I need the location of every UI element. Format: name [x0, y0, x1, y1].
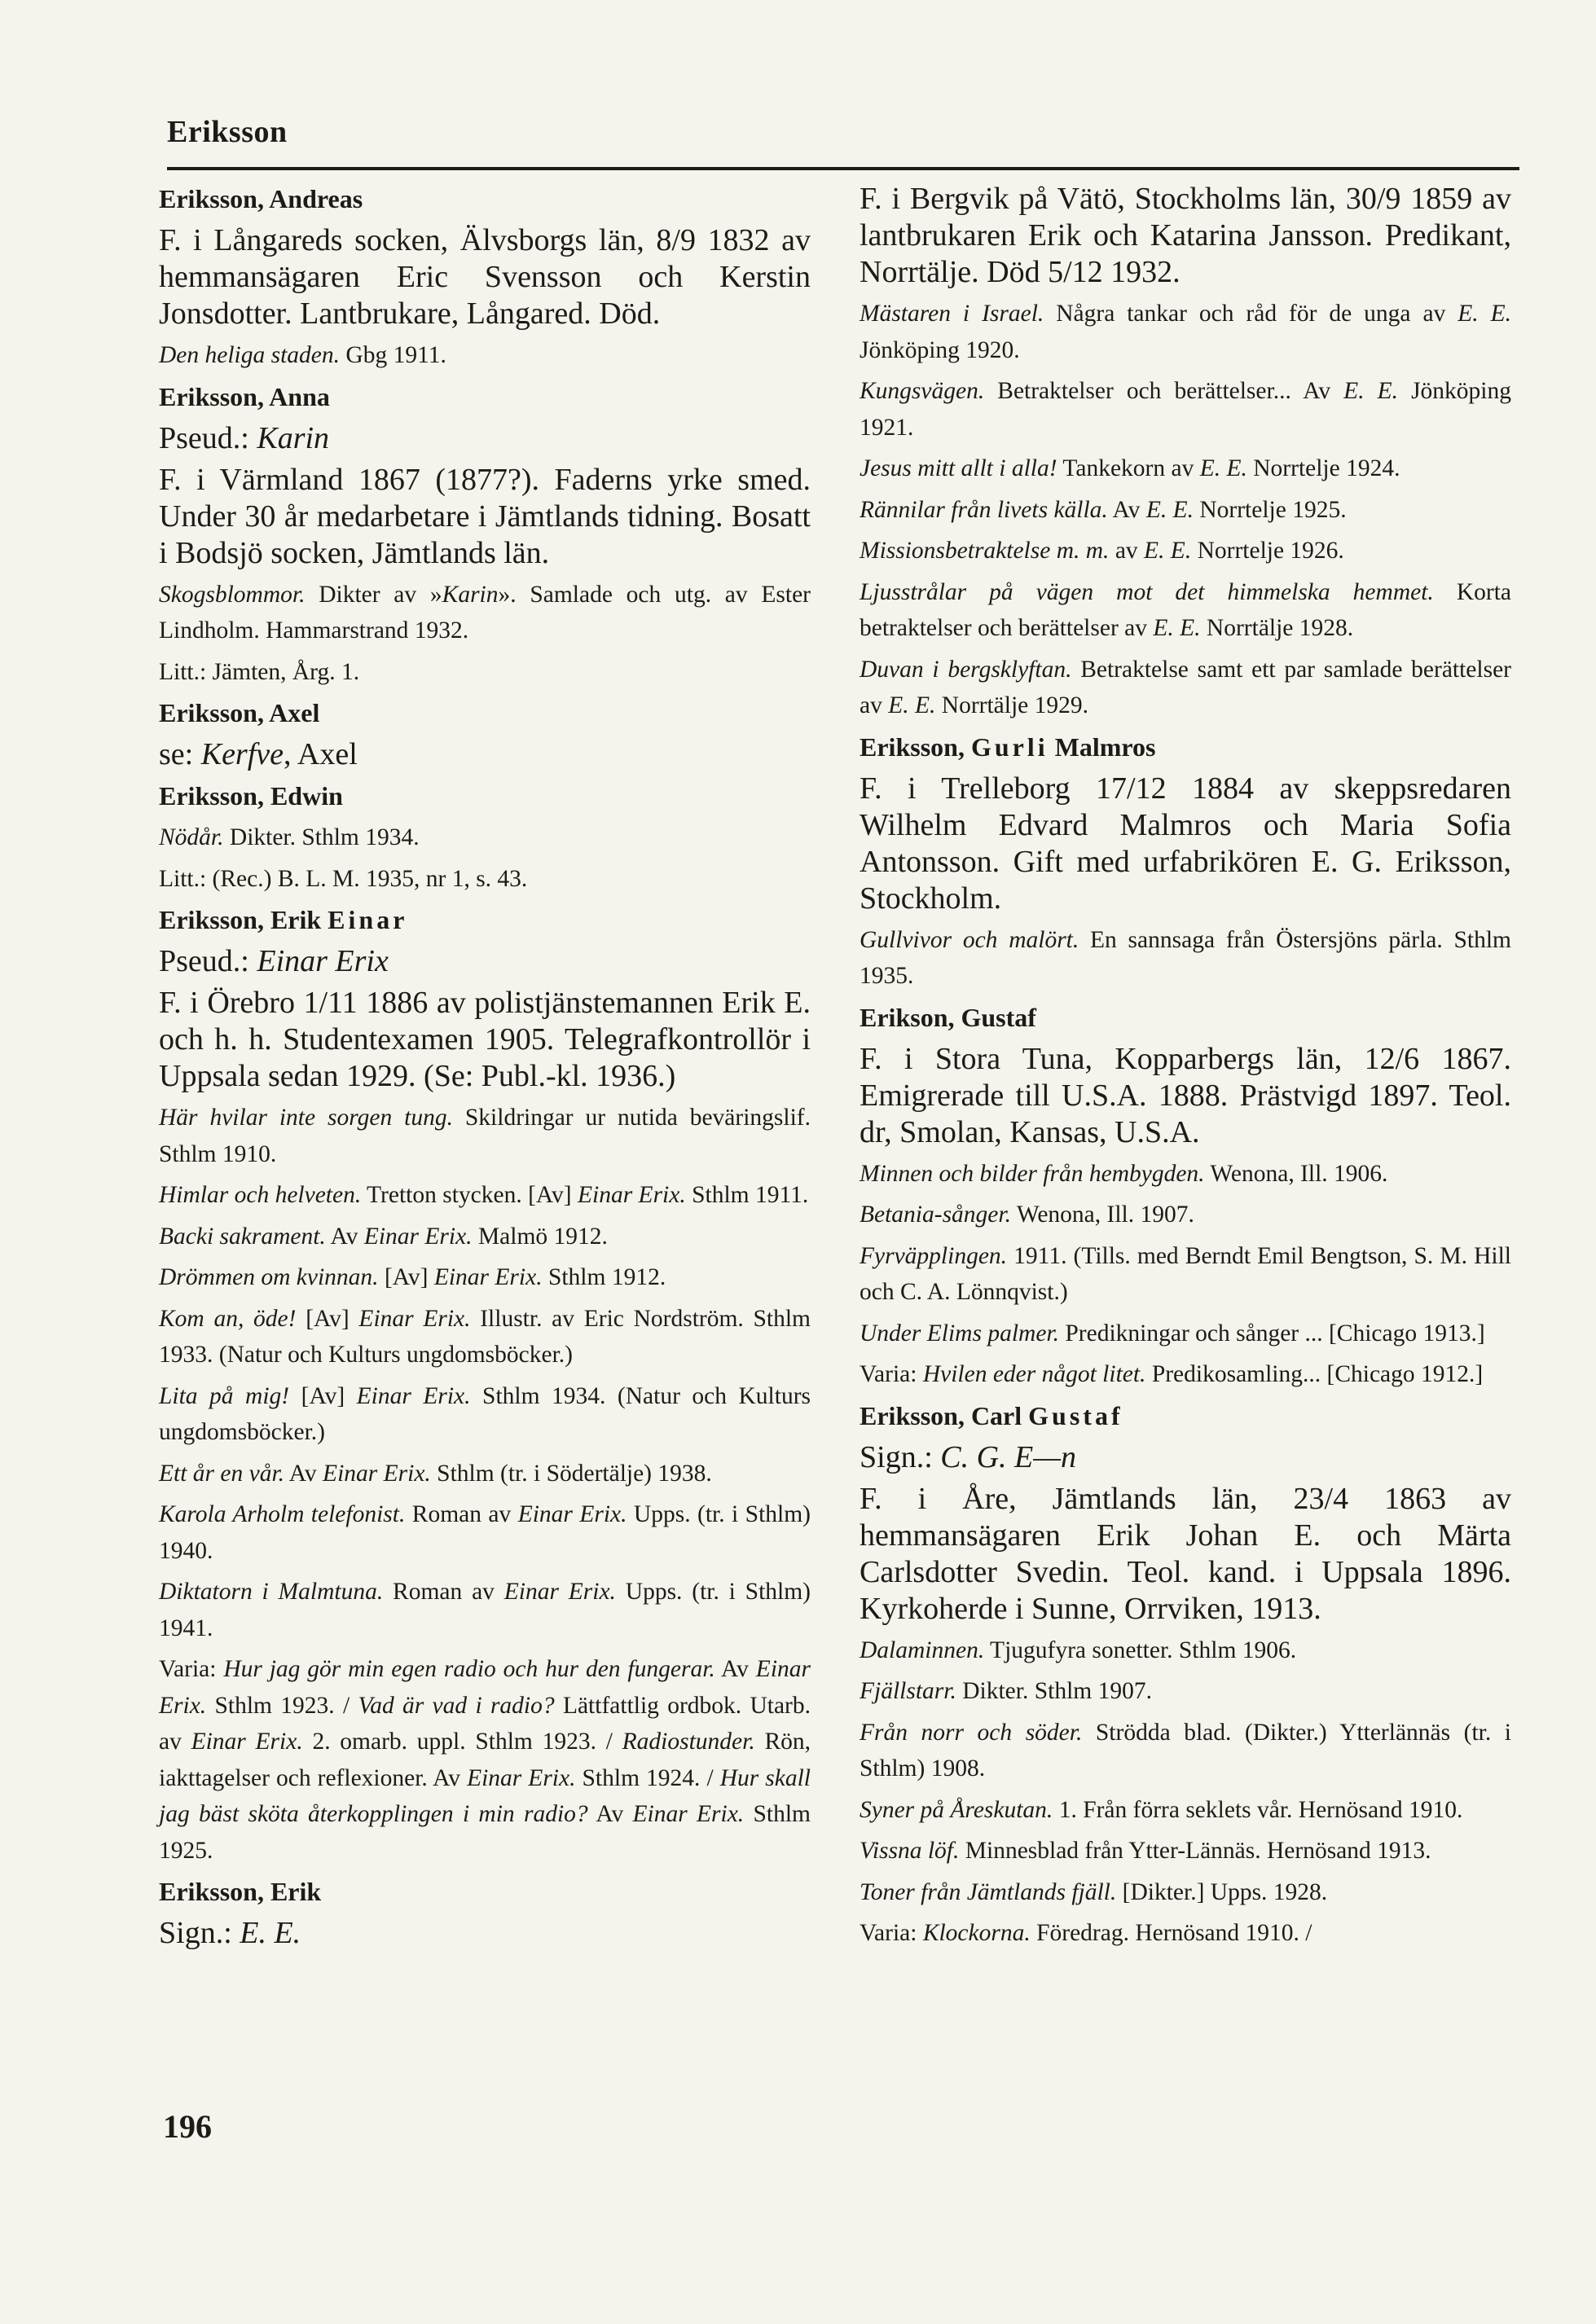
- work-title: Klockorna.: [922, 1920, 1031, 1946]
- work-title: Backi sakrament.: [159, 1223, 326, 1250]
- work-title: Gullvivor och malört.: [860, 926, 1079, 953]
- left-column: [159, 181, 811, 1957]
- author-ref: Einar Erix.: [467, 1764, 576, 1791]
- work-title: Karola Arholm telefonist.: [159, 1501, 406, 1527]
- work-details: Wenona, Ill. 1907.: [1011, 1202, 1194, 1228]
- author-ref: Einar Erix.: [632, 1801, 745, 1827]
- work-details: 1911. (Tills. med Berndt Emil Bengtson, S. M. Hill och C. A. Lönnqvist.): [860, 1242, 1511, 1305]
- bib-ee-4: [159, 1259, 811, 1296]
- bib-ee-6: [159, 1378, 811, 1451]
- work-title: Jesus mitt allt i alla!: [860, 455, 1057, 481]
- bib-andreas-1: [159, 337, 811, 374]
- bib-carl-4: [860, 1792, 1511, 1829]
- bib-erik-7: [860, 652, 1511, 724]
- author-ref: E. E.: [1458, 301, 1512, 327]
- work-title: Fjällstarr.: [860, 1678, 956, 1704]
- work-details: Norrtelje 1926.: [1191, 538, 1344, 564]
- pseud-label: Pseud.:: [159, 944, 257, 978]
- work-title: Radiostunder.: [622, 1729, 755, 1755]
- name-part: Eriksson,: [860, 731, 971, 762]
- header-rule: [167, 167, 1519, 170]
- work-details: [Av]: [296, 1305, 359, 1332]
- work-details: Lättfattlig ordbok. Utarb. av: [159, 1692, 811, 1755]
- bib-carl-3: [860, 1715, 1511, 1787]
- author-ref: E. E.: [888, 692, 936, 718]
- work-details: av: [1109, 538, 1145, 564]
- work-title: Hvilen eder något litet.: [922, 1361, 1146, 1387]
- bib-erik-5: [860, 533, 1511, 569]
- work-details: Dikter av »: [305, 581, 442, 608]
- bib-erik-2: [860, 373, 1511, 446]
- author-ref: Einar Erix.: [577, 1182, 686, 1208]
- bib-erik-1: [860, 296, 1511, 368]
- entry-bio-carl: F. i Åre, Jämtlands län, 23/4 1863 av hemmansägaren Erik Johan E. och Märta Carlsdotter Svedin. Teol. kand. i Uppsala 1896. Kyrkoherde i Sunne, Orrviken, 1913.: [860, 1481, 1511, 1626]
- work-details: Tjugufyra sonetter. Sthlm 1906.: [984, 1636, 1297, 1663]
- bib-ee-8: [159, 1496, 811, 1569]
- work-details: Minnesblad från Ytter-Lännäs. Hernösand 1913.: [959, 1838, 1431, 1864]
- work-details: Predikningar och sånger ... [Chicago 1913.]: [1059, 1320, 1485, 1347]
- author-ref: E. E.: [1343, 378, 1399, 404]
- bib-ee-varia: [159, 1651, 811, 1869]
- pseud-label: Pseud.:: [159, 420, 257, 455]
- work-details: Betraktelser och berättelser... Av: [984, 378, 1344, 404]
- name-spaced: Gustaf: [1028, 1400, 1123, 1430]
- bib-ee-7: [159, 1456, 811, 1492]
- bib-gurli-1: [860, 922, 1511, 995]
- varia-label: Varia:: [159, 1656, 224, 1682]
- author-ref: Einar Erix.: [517, 1501, 627, 1527]
- work-title: Syner på Åreskutan.: [860, 1796, 1053, 1823]
- author-ref: Einar Erix.: [503, 1579, 616, 1605]
- work-details: 2. omarb. uppl. Sthlm 1923. /: [302, 1729, 622, 1755]
- sign-label: Sign.:: [860, 1439, 941, 1474]
- entry-bio-andreas: F. i Långareds socken, Älvsborgs län, 8/9 1832 av hemmansägaren Eric Svensson och Kerstin Jonsdotter. Lantbrukare, Långared. Död.: [159, 223, 811, 331]
- work-details: Illustr. av Eric Nordström. Sthlm 1933. (Natur och Kulturs ungdomsböcker.): [159, 1305, 811, 1368]
- work-details: Strödda blad. (Dikter.) Ytterlännäs (tr. i Sthlm) 1908.: [860, 1719, 1511, 1781]
- name-part: Eriksson, Carl: [860, 1400, 1029, 1430]
- work-details: Av: [1107, 496, 1146, 523]
- work-title: Hur skall jag bäst sköta återkopplingen i min radio?: [159, 1764, 811, 1827]
- name-part: Malmros: [1048, 731, 1156, 762]
- work-title: Missionsbetraktelse m. m.: [860, 538, 1110, 564]
- entry-name-gustaf: Erikson, Gustaf: [860, 1002, 1036, 1032]
- work-title: Kom an, öde!: [159, 1305, 297, 1332]
- work-title: Minnen och bilder från hembygden.: [860, 1160, 1205, 1187]
- entry-name-andreas: Eriksson, Andreas: [159, 184, 363, 213]
- work-details: ». Samlade och utg. av Ester Lindholm. Hammarstrand 1932.: [159, 581, 811, 644]
- work-details: Gbg 1911.: [340, 342, 446, 368]
- work-details: Dikter. Sthlm 1907.: [956, 1678, 1152, 1704]
- work-details: Tankekorn av: [1057, 455, 1200, 481]
- bib-erik-6: [860, 574, 1511, 647]
- work-title: Nödår.: [159, 824, 224, 850]
- bib-carl-6: [860, 1874, 1511, 1911]
- work-title: Vad är vad i radio?: [358, 1692, 555, 1719]
- work-title: Vissna löf.: [860, 1838, 960, 1864]
- work-title: Toner från Jämtlands fjäll.: [860, 1878, 1117, 1905]
- bib-carl-2: [860, 1673, 1511, 1710]
- see-ref: Kerfve: [200, 737, 284, 771]
- author-ref: Einar Erix.: [356, 1382, 471, 1409]
- entry-sign-carl: [860, 1439, 1511, 1476]
- work-title: Den heliga staden.: [159, 342, 341, 368]
- pseud-value: Karin: [257, 420, 330, 455]
- entry-name-axel: Eriksson, Axel: [159, 698, 320, 727]
- sign-value: C. G. E—n: [940, 1439, 1077, 1474]
- work-title: Lita på mig!: [159, 1382, 290, 1409]
- bib-anna-1: [159, 577, 811, 649]
- entry-sign-erik: [159, 1915, 811, 1952]
- work-title: Mästaren i Israel.: [860, 301, 1044, 327]
- work-details: Betraktelse samt ett par samlade berättelser av: [860, 656, 1511, 718]
- work-details: Sthlm 1911.: [685, 1182, 809, 1208]
- work-details: Av: [587, 1801, 633, 1827]
- work-title: Hur jag gör min egen radio och hur den fungerar.: [223, 1656, 715, 1682]
- work-details: Föredrag. Hernösand 1910. /: [1030, 1920, 1312, 1946]
- bib-gustaf-varia: [860, 1356, 1511, 1393]
- work-title: Ett år en vår.: [159, 1460, 285, 1487]
- work-details: Upps. (tr. i Sthlm) 1940.: [159, 1501, 811, 1564]
- work-details: Sthlm 1924. /: [575, 1764, 720, 1791]
- bib-carl-5: [860, 1833, 1511, 1869]
- entry-name-erik: Eriksson, Erik: [159, 1877, 322, 1906]
- bib-ee-2: [159, 1177, 811, 1214]
- work-details: Tretton stycken. [Av]: [361, 1182, 578, 1208]
- work-details: Norrtelje 1924.: [1246, 455, 1400, 481]
- entry-see-axel: [159, 736, 811, 773]
- work-details: Sthlm 1923. /: [206, 1692, 358, 1719]
- work-details: Av: [325, 1223, 364, 1250]
- bib-erik-4: [860, 492, 1511, 529]
- work-title: Skogsblommor.: [159, 581, 306, 608]
- work-details: Norrtälje 1928.: [1200, 615, 1354, 641]
- bib-gustaf-4: [860, 1316, 1511, 1352]
- bib-gustaf-1: [860, 1156, 1511, 1193]
- work-title: Rännilar från livets källa.: [860, 496, 1108, 523]
- work-details: En sannsaga från Östersjöns pärla. Sthlm 1935.: [860, 926, 1511, 989]
- work-title: Drömmen om kvinnan.: [159, 1264, 379, 1290]
- work-details: Av: [714, 1656, 756, 1682]
- entry-bio-anna: F. i Värmland 1867 (1877?). Faderns yrke smed. Under 30 år medarbetare i Jämtlands tidning. Bosatt i Bodsjö socken, Jämtlands län.: [159, 462, 811, 570]
- work-details: Jönköping 1920.: [860, 336, 1020, 363]
- right-column: [860, 181, 1511, 1957]
- work-details: Rön, iakttagelser och reflexioner. Av: [159, 1729, 811, 1791]
- bib-ee-1: [159, 1100, 811, 1172]
- work-details: Upps. (tr. i Sthlm) 1941.: [159, 1579, 811, 1641]
- work-details: Skildringar ur nutida beväringslif. Sthlm 1910.: [159, 1105, 811, 1167]
- bib-ee-3: [159, 1219, 811, 1255]
- entry-name-erik-einar: [159, 902, 811, 938]
- work-details: 1. Från förra seklets vår. Hernösand 1910.: [1053, 1796, 1463, 1823]
- bib-ee-9: [159, 1574, 811, 1646]
- work-details: Roman av: [405, 1501, 518, 1527]
- pseud-ref: Karin: [442, 581, 499, 608]
- bib-carl-varia: [860, 1915, 1511, 1952]
- author-ref: Einar Erix.: [323, 1460, 431, 1487]
- work-title: Under Elims palmer.: [860, 1320, 1060, 1347]
- work-details: Dikter. Sthlm 1934.: [223, 824, 420, 850]
- work-details: [Av]: [289, 1382, 357, 1409]
- work-details: Predikosamling... [Chicago 1912.]: [1145, 1361, 1484, 1387]
- work-details: [Av]: [378, 1264, 434, 1290]
- author-ref: Einar Erix.: [433, 1264, 543, 1290]
- varia-label: Varia:: [860, 1920, 923, 1946]
- entry-bio-gurli: F. i Trelleborg 17/12 1884 av skeppsredaren Wilhelm Edvard Malmros och Maria Sofia Antonsson. Gift med urfabrikören E. G. Eriksson, Stockholm.: [860, 771, 1511, 916]
- entry-name-anna: Eriksson, Anna: [159, 381, 330, 411]
- work-title: Diktatorn i Malmtuna.: [159, 1579, 384, 1605]
- sign-label: Sign.:: [159, 1916, 240, 1950]
- work-details: Wenona, Ill. 1906.: [1204, 1160, 1388, 1187]
- entry-pseud-erik-einar: [159, 943, 811, 980]
- work-details: Norrtelje 1925.: [1193, 496, 1347, 523]
- varia-label: Varia:: [860, 1361, 923, 1387]
- work-title: Från norr och söder.: [860, 1719, 1083, 1746]
- author-ref: Einar Erix.: [363, 1223, 473, 1250]
- name-part: Eriksson, Erik: [159, 905, 328, 934]
- work-details: Sthlm 1925.: [159, 1801, 811, 1864]
- entry-name-carl: [860, 1398, 1511, 1434]
- sign-value: E. E.: [240, 1916, 301, 1950]
- work-details: [Dikter.] Upps. 1928.: [1116, 1878, 1328, 1905]
- work-details: Några tankar och råd för de unga av: [1044, 301, 1458, 327]
- work-title: Duvan i bergsklyftan.: [860, 656, 1072, 683]
- work-title: Här hvilar inte sorgen tung.: [159, 1105, 453, 1131]
- work-title: Dalaminnen.: [860, 1636, 985, 1663]
- work-details: Sthlm 1934. (Natur och Kulturs ungdomsböcker.): [159, 1382, 811, 1445]
- work-details: Sthlm (tr. i Södertälje) 1938.: [430, 1460, 712, 1487]
- bib-edwin-1: [159, 819, 811, 856]
- see-label: se:: [159, 737, 201, 771]
- name-spaced: Gurli: [970, 731, 1049, 762]
- litt-edwin: Litt.: (Rec.) B. L. M. 1935, nr 1, s. 43.: [159, 865, 528, 892]
- entry-bio-gustaf: F. i Stora Tuna, Kopparbergs län, 12/6 1867. Emigrerade till U.S.A. 1888. Prästvigd 1897. Teol. dr, Smolan, Kansas, U.S.A.: [860, 1041, 1511, 1149]
- work-details: Jönköping 1921.: [860, 378, 1511, 441]
- work-details: Sthlm 1912.: [542, 1264, 666, 1290]
- running-head: Eriksson: [167, 115, 288, 149]
- author-ref: Einar Erix.: [191, 1729, 303, 1755]
- work-details: Korta betraktelser och berättelser av: [860, 578, 1511, 641]
- entry-name-gurli: [860, 729, 1511, 766]
- work-details: Roman av: [383, 1579, 504, 1605]
- entry-pseud-anna: [159, 420, 811, 457]
- work-title: Ljusstrålar på vägen mot det himmelska hemmet.: [860, 578, 1434, 605]
- work-details: Norrtälje 1929.: [935, 692, 1088, 718]
- entry-bio-erik: F. i Bergvik på Vätö, Stockholms län, 30/9 1859 av lantbrukaren Erik och Katarina Jansson. Predikant, Norrtälje. Död 5/12 1932.: [860, 182, 1511, 289]
- page-number: 196: [163, 2108, 212, 2145]
- see-rest: , Axel: [284, 737, 358, 771]
- bib-carl-1: [860, 1632, 1511, 1669]
- author-ref: Einar Erix.: [358, 1305, 471, 1332]
- litt-anna: Litt.: Jämten, Årg. 1.: [159, 658, 360, 685]
- name-spaced: Einar: [328, 905, 408, 934]
- work-title: Fyrväpplingen.: [860, 1242, 1008, 1269]
- work-title: Kungsvägen.: [860, 378, 985, 404]
- entry-name-edwin: Eriksson, Edwin: [159, 781, 343, 811]
- author-ref: E. E.: [1153, 615, 1201, 641]
- work-title: Himlar och helveten.: [159, 1182, 362, 1208]
- author-ref: E. E.: [1145, 496, 1194, 523]
- work-details: Malmö 1912.: [472, 1223, 608, 1250]
- author-ref: E. E.: [1199, 455, 1247, 481]
- bib-gustaf-3: [860, 1238, 1511, 1311]
- author-ref: E. E.: [1144, 538, 1192, 564]
- bib-erik-3: [860, 450, 1511, 487]
- work-title: Betania-sånger.: [860, 1202, 1011, 1228]
- author-ref: Einar Erix.: [159, 1656, 811, 1719]
- pseud-value: Einar Erix: [257, 944, 389, 978]
- work-details: Av: [284, 1460, 323, 1487]
- bib-gustaf-2: [860, 1197, 1511, 1233]
- entry-bio-erik-einar: F. i Örebro 1/11 1886 av polistjänstemannen Erik E. och h. h. Studentexamen 1905. Telegrafkontrollör i Uppsala sedan 1929. (Se: Publ.-kl. 1936.): [159, 986, 811, 1093]
- bib-ee-5: [159, 1301, 811, 1373]
